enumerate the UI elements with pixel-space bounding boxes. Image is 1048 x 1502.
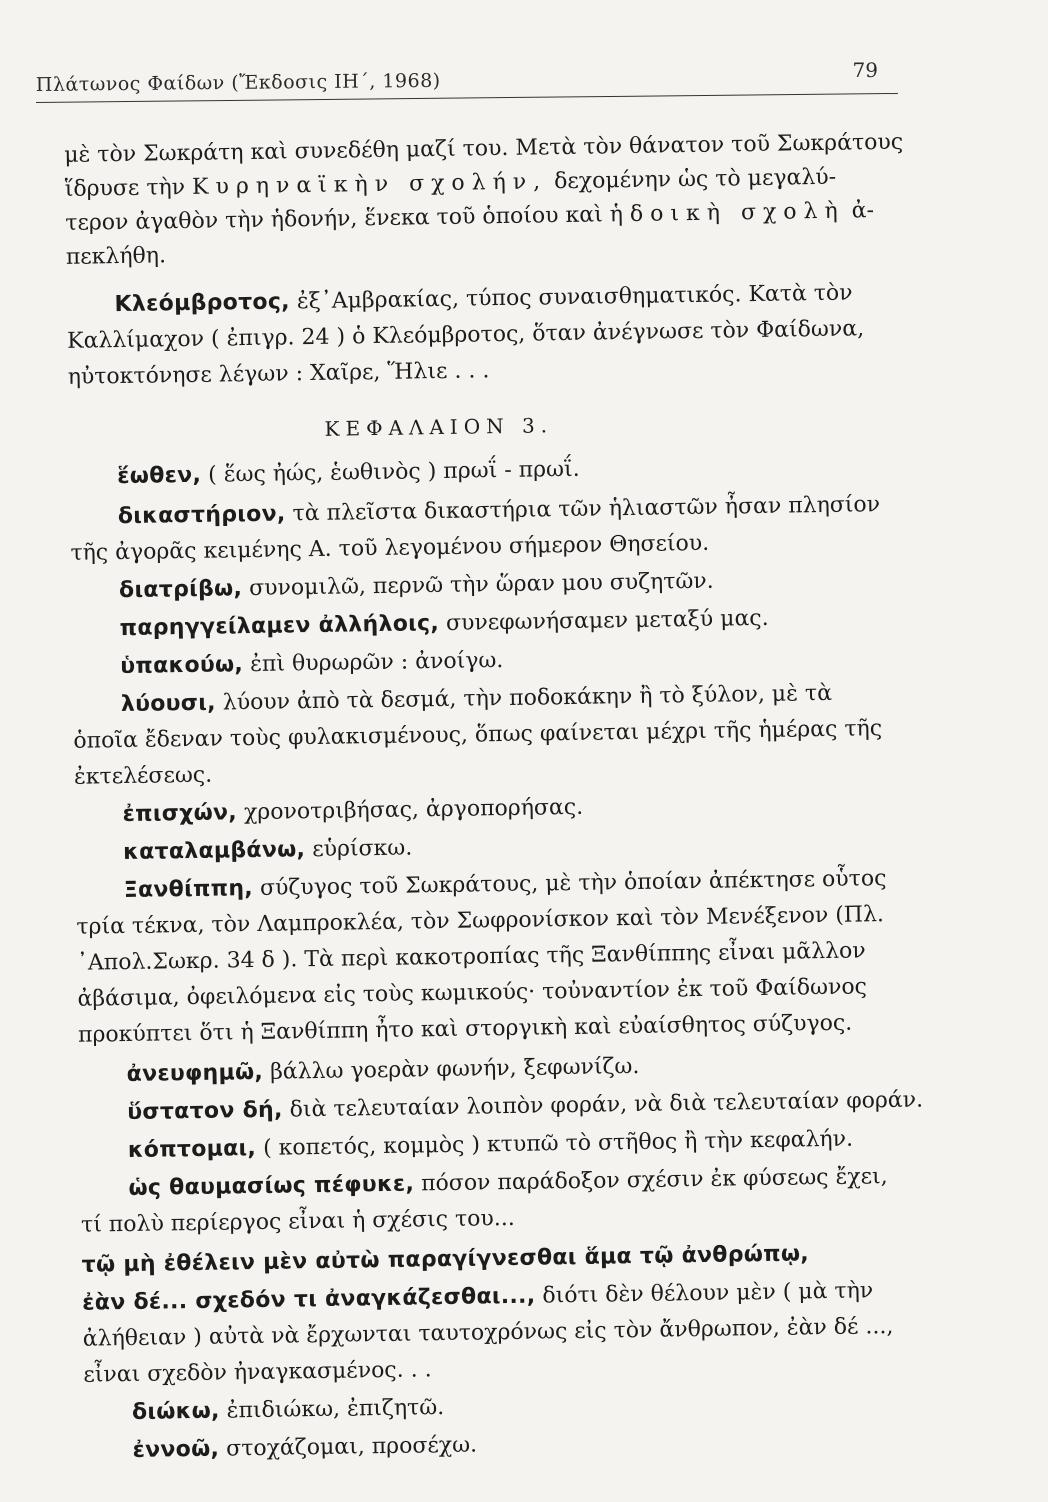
entry-aneuphemo: ἀνευφημῶ, βάλλω γοερὰν φωνήν, ξεφωνίζω. <box>126 1053 640 1088</box>
entry-parengeilamen: παρηγγείλαμεν ἀλλήλοις, συνεφωνήσαμεν μεταξύ μας. <box>119 605 769 642</box>
entry-term: δικαστήριον, <box>117 501 286 530</box>
entry-kleombrotos-line-3: ηὐτοκτόνησε λέγων : Χαῖρε, Ἥλιε . . . <box>67 358 490 390</box>
entry-xanthippe-line-4: ἀβάσιμα, ὀφειλόμενα εἰς τοὺς κωμικούς· τοὐναντίον ἐκ τοῦ Φαίδωνος <box>77 974 868 1012</box>
entry-term: καταλαμβάνω, <box>122 837 306 866</box>
entry-hypakouo: ὑπακούω, ἐπὶ θυρωρῶν : ἀνοίγω. <box>120 648 504 680</box>
entry-xanthippe-line-3: ᾿Απολ.Σωκρ. 34 δ ). Τὰ περὶ κακοτροπίας τῆς Ξανθίππης εἶναι μᾶλλον <box>76 938 866 976</box>
page-number: 79 <box>852 58 878 82</box>
entry-term: λύουσι, <box>120 690 216 718</box>
entry-diatribo: διατρίβω, συνομιλῶ, περνῶ τὴν ὥραν μου συζητῶν. <box>118 568 714 604</box>
entry-kleombrotos: Κλεόμβροτος, ἐξ᾿Αμβρακίας, τύπος συναισθηματικός. Κατὰ τὸν <box>114 280 853 318</box>
entry-term: ἐννοῶ, <box>132 1436 220 1463</box>
entry-term: παρηγγείλαμεν ἀλλήλοις, <box>119 611 440 642</box>
emphasized-term: ἡδοικὴ σχολὴ <box>609 198 845 228</box>
entry-term: διώκω, <box>131 1398 220 1425</box>
entry-koptomai: κόπτομαι, ( κοπετός, κομμὸς ) κτυπῶ τὸ στῆθος ἢ τὴν κεφαλήν. <box>127 1126 854 1163</box>
entry-lyousi: λύουσι, λύουν ἀπὸ τὰ δεσμά, τὴν ποδοκάκην ἢ τὸ ξύλον, μὲ τὰ <box>120 680 833 718</box>
entry-term: κόπτομαι, <box>127 1135 257 1163</box>
entry-term: ἕωθεν, <box>117 462 202 490</box>
header-title: Πλάτωνος Φαίδων (Ἔκδοσις ΙΗ΄, 1968) <box>35 69 441 97</box>
entry-eothen: ἕωθεν, ( ἕως ἠώς, ἑωθινὸς ) πρωΐ - πρωΐ. <box>117 456 580 490</box>
entry-to-me-ethelein-line-2: ἐὰν δέ... σχεδόν τι ἀναγκάζεσθαι..., διότι δὲν θέλουν μὲν ( μὰ τὴν <box>82 1278 874 1316</box>
entry-term: ἐὰν δέ... σχεδόν τι ἀναγκάζεσθαι..., <box>82 1283 536 1316</box>
entry-to-me-ethelein-line-3: ἀλήθειαν ) αὐτὰ νὰ ἔρχωνται ταυτοχρόνως εἰς τὸν ἄνθρωπον, ἐὰν δέ ..., <box>82 1313 894 1352</box>
chapter-heading: ΚΕΦΑΛΑΙΟΝ 3. <box>324 413 554 441</box>
intro-line-1: μὲ τὸν Σωκράτη καὶ συνεδέθη μαζί του. Μετὰ τὸν θάνατον τοῦ Σωκράτους <box>64 129 904 168</box>
entry-term: τῷ μὴ ἐθέλειν μὲν αὐτὼ παραγίγνεσθαι ἅμα τῷ ἀνθρώπῳ, <box>81 1241 810 1278</box>
entry-kleombrotos-line-2: Καλλίμαχον ( ἐπιγρ. 24 ) ὁ Κλεόμβροτος, ὅταν ἀνέγνωσε τὸν Φαίδωνα, <box>66 316 865 354</box>
entry-hystaton: ὕστατον δή, διὰ τελευταίαν λοιπὸν φοράν, νὰ διὰ τελευταίαν φοράν. <box>127 1087 924 1126</box>
entry-term: ὑπακούω, <box>120 652 244 680</box>
entry-dioko: διώκω, ἐπιδιώκω, ἐπιζητῶ. <box>131 1395 445 1425</box>
entry-term: ἀνευφημῶ, <box>126 1059 264 1088</box>
entry-term: ὡς θαυμασίως πέφυκε, <box>128 1171 415 1201</box>
entry-hos-thaumasios: ὡς θαυμασίως πέφυκε, πόσον παράδοξον σχέσιν ἐκ φύσεως ἔχει, <box>128 1164 888 1201</box>
emphasized-term: Κυρηναϊκὴν σχολήν, <box>191 169 548 200</box>
entry-term: Ξανθίππη, <box>123 876 254 904</box>
entry-term: ἐπισχών, <box>122 800 238 828</box>
entry-xanthippe-line-2: τρία τέκνα, τὸν Λαμπροκλέα, τὸν Σωφρονίσκον καὶ τὸν Μενέξενον (Πλ. <box>76 902 885 940</box>
entry-dikasterion: δικαστήριον, τὰ πλεῖστα δικαστήρια τῶν ἡλιαστῶν ἦσαν πλησίον <box>117 492 881 530</box>
entry-dikasterion-line-2: τῆς ἀγορᾶς κειμένης Α. τοῦ λεγομένου σήμερον Θησείου. <box>70 530 710 566</box>
entry-term: διατρίβω, <box>118 576 243 604</box>
intro-line-2: ἵδρυσε τὴν Κυρηναϊκὴν σχολήν, δεχομένην ὡς τὸ μεγαλύ- <box>64 164 837 202</box>
entry-term: ὕστατον δή, <box>127 1097 283 1126</box>
entry-term: Κλεόμβροτος, <box>114 289 291 318</box>
entry-xanthippe-line-5: προκύπτει ὅτι ἡ Ξανθίππη ἦτο καὶ στοργικὴ καὶ εὐαίσθητος σύζυγος. <box>77 1010 853 1048</box>
intro-line-3: τερον ἀγαθὸν τὴν ἡδονήν, ἕνεκα τοῦ ὁποίου καὶ ἡδοικὴ σχολὴ ἀ- <box>65 198 875 236</box>
entry-xanthippe: Ξανθίππη, σύζυγος τοῦ Σωκράτους, μὲ τὴν ὁποίαν ἀπέκτησε οὗτος <box>123 866 887 904</box>
entry-katalambano: καταλαμβάνω, εὑρίσκω. <box>122 835 413 866</box>
entry-lyousi-line-2: ὁποῖα ἔδεναν τοὺς φυλακισμένους, ὅπως φαίνεται μέχρι τῆς ἡμέρας τῆς <box>73 716 883 754</box>
entry-to-me-ethelein-line-4: εἶναι σχεδὸν ἠναγκασμένος. . . <box>83 1357 432 1388</box>
entry-lyousi-line-3: ἐκτελέσεως. <box>73 762 213 790</box>
intro-line-4: πεκλήθη. <box>65 243 167 270</box>
entry-ennoo: ἐννοῶ, στοχάζομαι, προσέχω. <box>132 1432 478 1463</box>
entry-hos-thaumasios-line-2: τί πολὺ περίεργος εἶναι ἡ σχέσις του... <box>80 1205 515 1238</box>
entry-to-me-ethelein <box>81 1239 809 1280</box>
entry-epischon: ἐπισχών, χρονοτριβήσας, ἀργοπορήσας. <box>122 794 584 828</box>
